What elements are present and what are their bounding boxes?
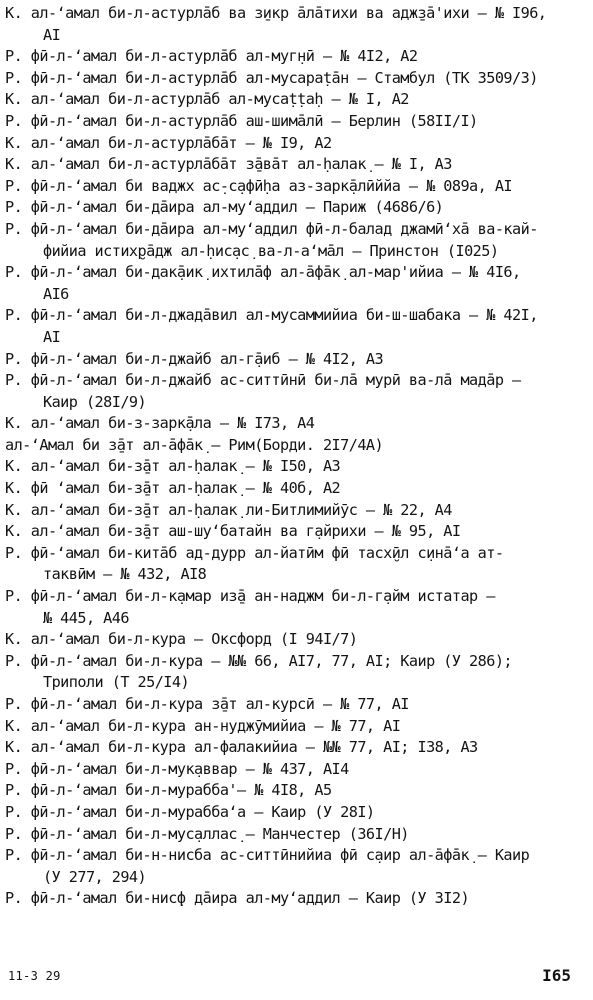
catalog-entry: Р. фӣ-л-ʻамал би-л-джайб ас-ситтӣнӣ би-лā мурӣ ва-лā мадāр – — [5, 371, 521, 390]
catalog-entry-continuation: Триполи (Т 25/I4) — [43, 673, 190, 692]
catalog-entry-continuation: AI6 — [43, 284, 69, 303]
catalog-entry: Р. фӣ-л-ʻамал би-л-мурабба'– № 4I8, А5 — [5, 781, 332, 800]
catalog-entry: Р. фӣ-л-ʻамал би-л-астурлāб ал-мусараṭāн – Стамбул (ТК 3509/3) — [5, 68, 538, 87]
catalog-entry: Р. фӣ-л-ʻамал би-нис̣ф дāира ал-муʻаддил – Каир (У 3I2) — [5, 889, 470, 908]
catalog-entry: К. ал-ʻамал би-л-кура – Оксфорд (I 94I/7) — [5, 630, 358, 649]
catalog-entry: Р. фӣ-л-ʻамал би-л-кура – №№ 66, АI7, 77, АI; Каир (У 286); — [5, 651, 513, 670]
catalog-entry-continuation: № 445, А46 — [43, 608, 129, 627]
catalog-entries — [5, 3, 590, 910]
page-number: I65 — [542, 966, 571, 985]
catalog-entry-continuation: Каир (28I/9) — [43, 392, 147, 411]
catalog-entry: Р. фӣ-ʻамал би-китāб ад-дурр ал-йатӣм фӣ тасх̮ӣл с̣инāʻа ат- — [5, 543, 504, 562]
catalog-entry-continuation: таквӣм – № 432, АI8 — [43, 565, 207, 584]
catalog-entry: К. ал-ʻамал би-з-зарк̣āла – № I73, А4 — [5, 414, 315, 433]
catalog-entry: К. ал-ʻамал би-л-астурлāбāт – № I9, А2 — [5, 133, 332, 152]
catalog-entry: К. ал-ʻамал би-л-кура ал-фалакийиа – №№ 77, АI; I38, А3 — [5, 738, 478, 757]
catalog-entry: Р. фӣ-л-ʻамал би-дак̣āик̣ ихтилāф ал-āфāк̣ ал-мар'ийиа – № 4I6, — [5, 263, 521, 282]
catalog-entry: К. ал-ʻамал би-л-астурлāбāт з̱āвāт ал-ḥалак̣ – № I, А3 — [5, 155, 452, 174]
catalog-entry: Р. фӣ-л-ʻамал би-л-мус̣аллас̣ – Манчестер (36I/Н) — [5, 824, 409, 843]
catalog-entry: К. ал-ʻамал би-з̱āт ал-ḥалак̣ ли-Битлимийӯс – № 22, А4 — [5, 500, 452, 519]
catalog-entry: Р. фӣ-л-ʻамал би-н-нисба ас-ситтӣнийиа фӣ с̣аир ал-āфāк̣ – Каир — [5, 846, 530, 865]
catalog-entry: К. ал-ʻамал би-з̱āт ал-ḥалак̣ – № I50, А3 — [5, 457, 341, 476]
catalog-entry: Р. фӣ-л-ʻамал би-л-джадāвил ал-мусаммийиа би-ш-шабака – № 42I, — [5, 306, 538, 325]
catalog-entry: ал-ʻАмал би з̱āт ал-āфāк̣ – Рим(Борди. 2I7/4А) — [5, 435, 384, 454]
catalog-entry: К. ал-ʻамал би-л-кура ан-нуджӯмийиа – № 77, АI — [5, 716, 401, 735]
catalog-entry: Р. фӣ-л-ʻамал би-л-мураббаʻа – Каир (У 28I) — [5, 802, 375, 821]
catalog-entry: Р. фӣ-л-ʻамал би-л-астурлāб аш-шимāлӣ – Берлин (58II/I) — [5, 111, 478, 130]
catalog-entry: Р. фӣ-л-ʻамал би-л-джайб ал-г̣āиб – № 4I2, А3 — [5, 349, 384, 368]
catalog-entry: Р. фӣ-л-ʻамал би-дāира ал-муʻаддил – Париж (4686/6) — [5, 198, 444, 217]
catalog-entry: Р. фӣ-л-ʻамал би-л-кура з̱āт ал-курсӣ – № 77, АI — [5, 695, 409, 713]
catalog-entry-continuation: фийиа истих̮рāдж ал-ḥис̣ас̣ ва-л-аʻмāл – Принстон (I025) — [43, 241, 499, 260]
catalog-entry: Р. фӣ-л-ʻамал би-л-мук̣аввар – № 437, АI4 — [5, 759, 349, 778]
catalog-entry: Р. фӣ-л-ʻамал би-дāира ал-муʻаддил фӣ-л-балад джамӣʻхā ва-кай- — [5, 219, 538, 238]
catalog-entry: К. ал-ʻамал би-л-астурлāб ва з̱икр āлāтихи ва адж̱зā'ихи – № I96, — [5, 4, 547, 22]
catalog-entry: К. ал-ʻамал би-з̱āт аш-шуʻбатайн ва г̣айрихи – № 95, АI — [5, 522, 461, 541]
catalog-entry: Р. фӣ-л-ʻамал би-л-астурлāб ал-муг̣нӣ – № 4I2, А2 — [5, 47, 418, 66]
catalog-entry-continuation: (У 277, 294) — [43, 867, 147, 886]
catalog-entry: Р. фӣ-л-ʻамал би-л-к̣амар из̱ā ан-наджм би-л-г̣айм истатар – — [5, 587, 495, 606]
catalog-entry-continuation: AI — [43, 25, 61, 44]
catalog-entry-continuation: AI — [43, 327, 61, 346]
catalog-entry: Р. фӣ-л-ʻамал би ваджх ас̣-с̣афӣḥа аз-зарк̣āлӣййа – № 089а, АI — [5, 176, 513, 195]
catalog-entry: К. ал-ʻамал би-л-астурлāб ал-мусаṭṭаḥ – № I, А2 — [5, 90, 409, 109]
printer-signature: 11-3 29 — [8, 969, 61, 983]
catalog-entry: К. фӣ ʻамал би-з̱āт ал-ḥалак̣ – № 40б, А2 — [5, 479, 341, 498]
